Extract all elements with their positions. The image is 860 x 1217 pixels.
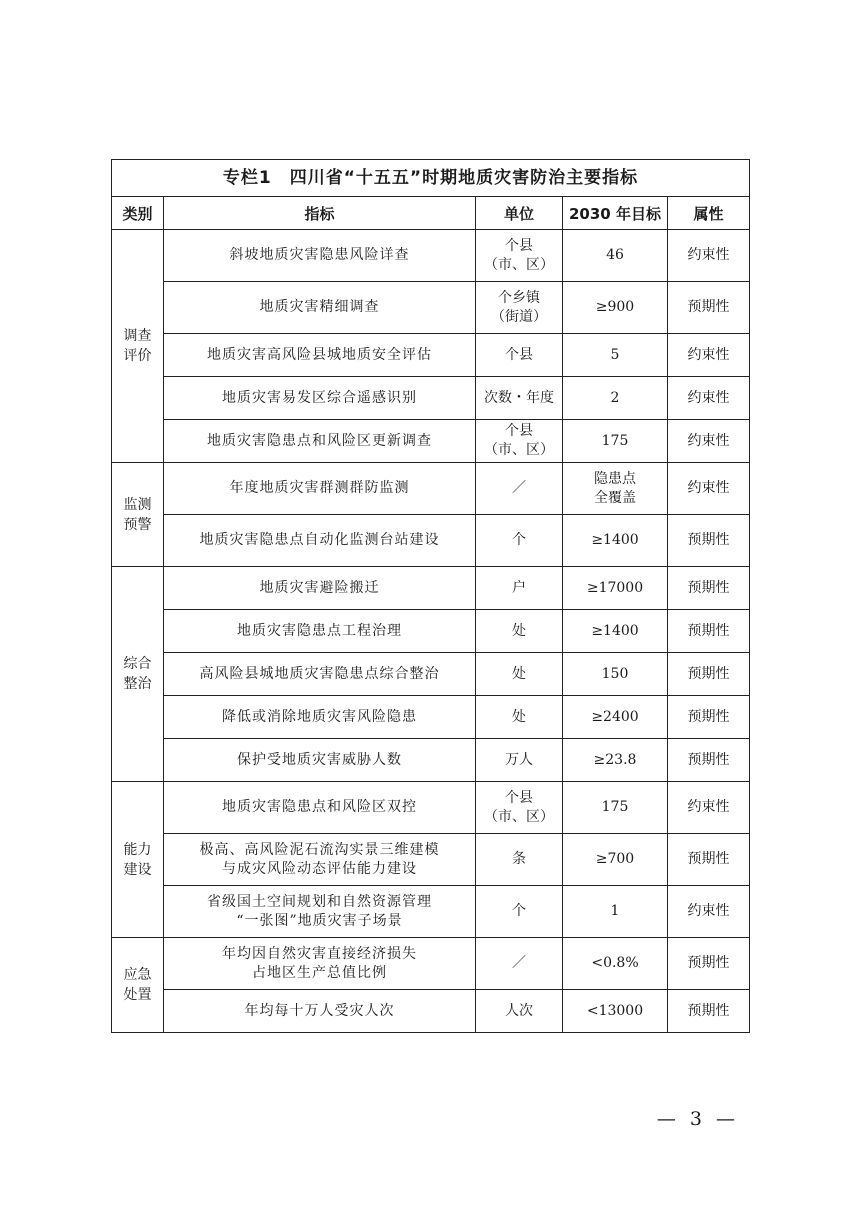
category-cell [112,938,164,1033]
indicator-cell [164,834,476,886]
target-cell: 2 [563,377,668,420]
indicator-text: “一张图”地质灾害子场景 [236,912,403,929]
unit-cell [476,990,563,1033]
unit-text: 个乡镇 [498,289,540,306]
table-row [112,230,750,282]
unit-text: ／ [512,480,526,496]
indicator-text: 地质灾害精细调查 [259,299,380,315]
target-cell: 175 [563,420,668,463]
table-row [112,515,750,567]
target-cell: ≥1400 [563,610,668,653]
unit-text: 个县 [505,346,533,363]
attribute-cell: 预期性 [668,696,750,739]
category-cell [112,463,164,567]
indicator-cell [164,230,476,282]
page-number: — 3 — [656,1108,739,1130]
unit-cell [476,230,563,282]
category-label: 综合 [123,656,152,672]
unit-text: 个 [512,903,526,919]
attribute-cell: 约束性 [668,377,750,420]
indicator-text: 年均每十万人受灾人次 [244,1002,395,1019]
table-row [112,610,750,653]
table-row [112,696,750,739]
attribute-cell: 约束性 [668,334,750,377]
indicator-cell [164,463,476,515]
indicator-text: 高风险县城地质灾害隐患点综合整治 [199,665,440,682]
unit-text: 处 [512,708,526,725]
table-row [112,834,750,886]
target-cell: 150 [563,653,668,696]
attribute-cell: 约束性 [668,886,750,938]
attribute-cell: 约束性 [668,463,750,515]
indicator-text: 地质灾害高风险县城地质安全评估 [207,346,432,363]
category-label: 建设 [123,861,152,878]
target-cell: <13000 [563,990,668,1033]
indicator-text: 省级国土空间规划和自然资源管理 [207,893,432,910]
target-cell: 5 [563,334,668,377]
unit-cell [476,782,563,834]
target-cell: 隐患点 全覆盖 [563,463,668,515]
table-row [112,886,750,938]
unit-text: （街道） [491,308,547,325]
indicator-text: 地质灾害避险搬迁 [259,579,380,596]
category-label: 预警 [123,516,152,533]
table-row [112,782,750,834]
indicator-text: 年均因自然灾害直接经济损失 [222,945,417,962]
table-row [112,334,750,377]
target-cell: ≥900 [563,282,668,334]
table-row [112,739,750,782]
attribute-cell: 预期性 [668,739,750,782]
indicator-text: 降低或消除地质灾害风险隐患 [222,708,417,725]
attribute-cell: 预期性 [668,653,750,696]
target-cell: ≥1400 [563,515,668,567]
attribute-cell: 约束性 [668,782,750,834]
category-label: 应急 [123,967,152,983]
unit-cell [476,377,563,420]
attribute-cell: 预期性 [668,834,750,886]
target-cell: ≥700 [563,834,668,886]
attribute-cell: 约束性 [668,230,750,282]
table-row [112,463,750,515]
unit-text: 个县 [505,237,533,254]
category-label: 能力 [123,841,152,858]
indicator-table-container [111,159,749,1033]
target-cell: <0.8% [563,938,668,990]
attribute-cell: 预期性 [668,938,750,990]
category-label: 处置 [123,987,152,1003]
table-row [112,990,750,1033]
category-cell [112,567,164,782]
indicator-cell [164,938,476,990]
table-row [112,653,750,696]
indicator-text: 保护受地质灾害威胁人数 [237,751,402,768]
target-cell: ≥23.8 [563,739,668,782]
indicator-cell [164,515,476,567]
category-label: 整治 [123,676,152,692]
table-row [112,282,750,334]
category-cell [112,782,164,938]
unit-text: 处 [512,622,526,639]
attribute-cell: 预期性 [668,610,750,653]
table-body [112,230,750,1033]
unit-cell [476,938,563,990]
unit-cell [476,696,563,739]
unit-cell [476,739,563,782]
attribute-cell: 约束性 [668,420,750,463]
unit-text: （市、区） [484,256,554,273]
target-cell: 1 [563,886,668,938]
attribute-cell: 预期性 [668,567,750,610]
unit-cell [476,334,563,377]
unit-text: 个县 [505,423,533,439]
indicator-cell [164,420,476,463]
indicator-text: 占地区生产总值比例 [252,964,387,981]
unit-text: 万人 [505,751,533,768]
header-indicator: 指标 [164,197,476,230]
indicator-cell [164,334,476,377]
header-target: 2030 年目标 [563,197,668,230]
unit-cell [476,567,563,610]
unit-cell [476,653,563,696]
indicator-cell [164,610,476,653]
attribute-cell: 预期性 [668,282,750,334]
unit-text: 次数・年度 [484,389,554,406]
indicator-text: 地质灾害隐患点和风险区更新调查 [207,432,432,449]
indicator-cell [164,886,476,938]
indicator-cell [164,377,476,420]
indicator-cell [164,990,476,1033]
indicator-text: 与成灾风险动态评估能力建设 [222,860,417,877]
unit-cell [476,515,563,567]
unit-text: ／ [512,955,526,971]
target-cell: ≥2400 [563,696,668,739]
attribute-cell: 预期性 [668,515,750,567]
unit-text: 户 [512,579,526,596]
target-cell: 46 [563,230,668,282]
unit-text: （市、区） [484,808,554,825]
category-label: 评价 [123,348,152,364]
indicator-text: 年度地质灾害群测群防监测 [229,480,410,496]
attribute-cell: 预期性 [668,990,750,1033]
header-attribute: 属性 [668,197,750,230]
indicator-cell [164,782,476,834]
table-title: 专栏1 四川省“十五五”时期地质灾害防治主要指标 [112,160,750,197]
indicator-text: 斜坡地质灾害隐患风险详查 [229,247,410,263]
indicator-cell [164,696,476,739]
header-unit: 单位 [476,197,563,230]
category-label: 监测 [123,496,152,513]
header-row [112,197,750,230]
unit-text: 处 [512,665,526,682]
unit-cell [476,463,563,515]
table-row [112,420,750,463]
indicator-cell [164,739,476,782]
category-label: 调查 [123,328,152,344]
target-cell: 175 [563,782,668,834]
unit-cell [476,610,563,653]
category-cell [112,230,164,463]
header-category: 类别 [112,197,164,230]
unit-text: 人次 [505,1002,533,1019]
unit-text: （市、区） [484,442,554,458]
unit-cell [476,282,563,334]
indicator-text: 地质灾害隐患点工程治理 [237,622,402,639]
indicator-table [111,159,750,1033]
unit-text: 个县 [505,789,533,806]
indicator-text: 地质灾害隐患点自动化监测台站建设 [199,532,440,548]
indicator-text: 极高、高风险泥石流沟实景三维建模 [199,841,440,858]
unit-cell [476,834,563,886]
indicator-cell [164,282,476,334]
table-row [112,377,750,420]
unit-text: 个 [512,532,526,548]
table-row [112,567,750,610]
unit-cell [476,886,563,938]
indicator-text: 地质灾害隐患点和风险区双控 [222,799,417,815]
indicator-cell [164,653,476,696]
indicator-cell [164,567,476,610]
target-cell: ≥17000 [563,567,668,610]
indicator-text: 地质灾害易发区综合遥感识别 [222,389,417,406]
unit-cell [476,420,563,463]
unit-text: 条 [512,851,526,867]
table-row [112,938,750,990]
